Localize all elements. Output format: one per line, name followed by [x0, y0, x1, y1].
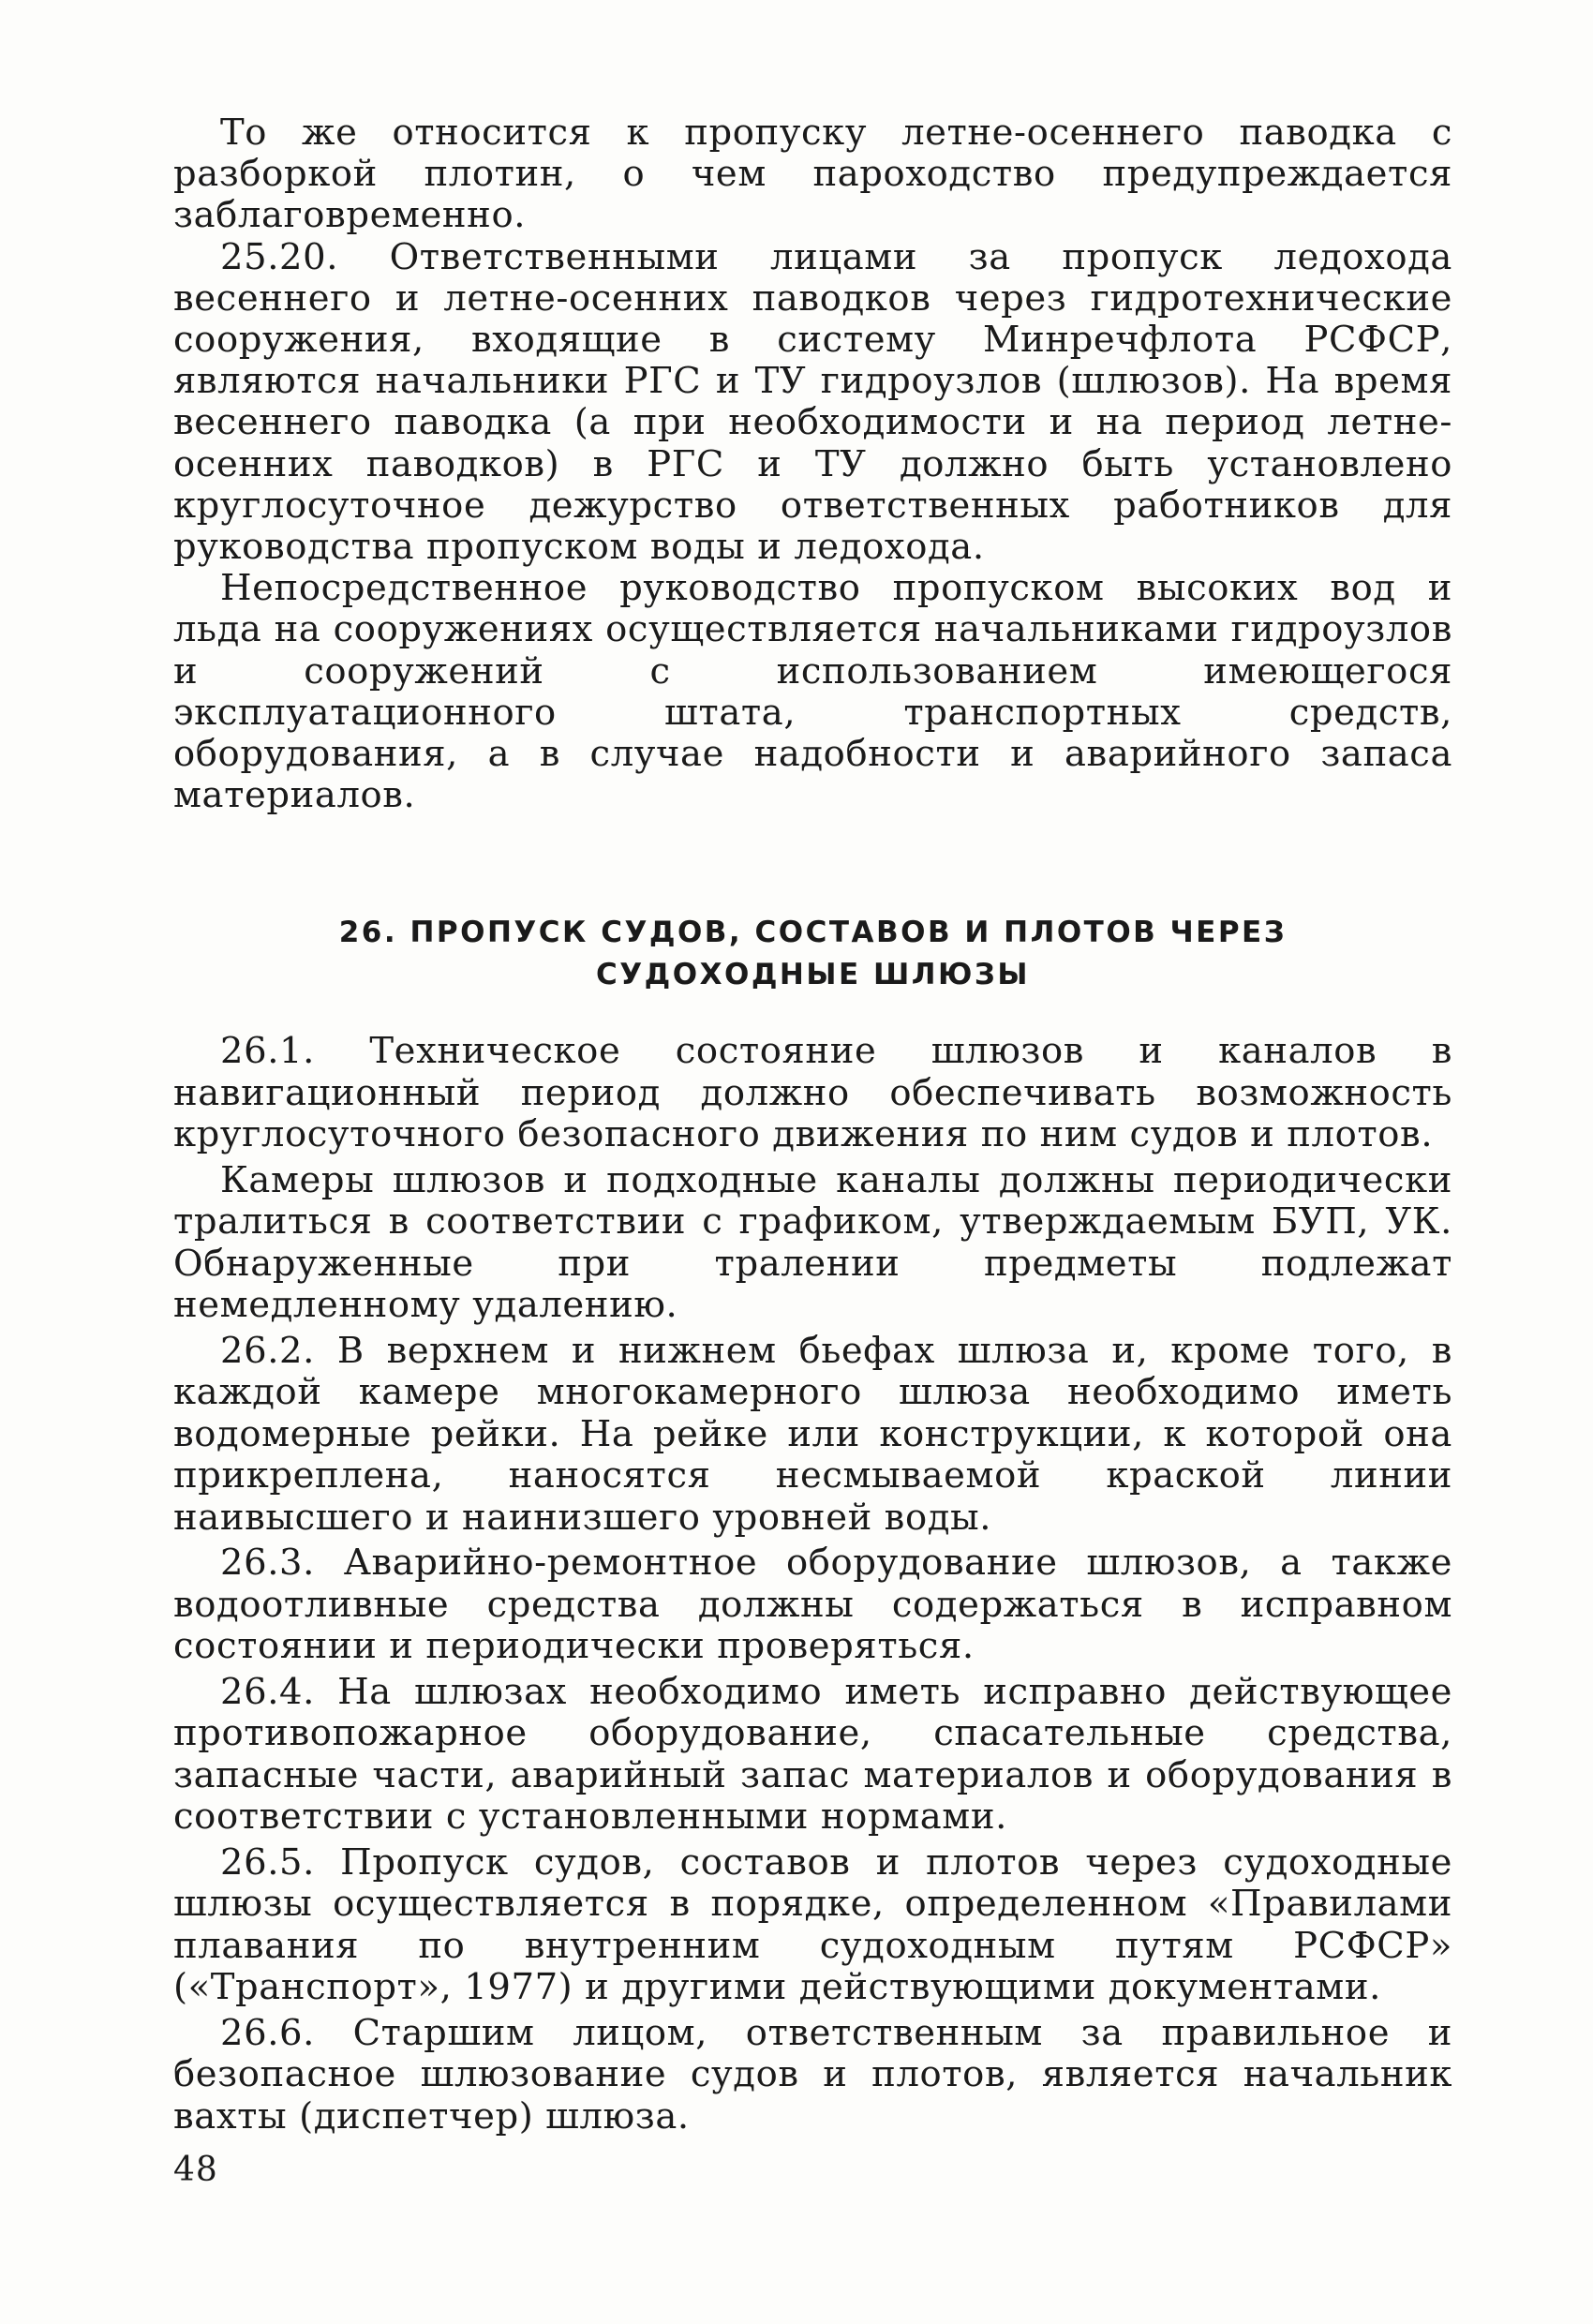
- page-number: 48: [173, 2151, 218, 2189]
- heading-line-1: 26. ПРОПУСК СУДОВ, СОСТАВОВ И ПЛОТОВ ЧЕРЕЗ: [338, 916, 1288, 949]
- paragraph-26-5: 26.5. Пропуск судов, составов и плотов через судоходные шлюзы осуществляется в порядке, определенном «Правилами плавания по внутренним судоходным путям РСФСР» («Транспорт», 1977) и другими действующими документами.: [173, 1840, 1452, 2008]
- paragraph-26-1: 26.1. Техническое состояние шлюзов и каналов в навигационный период должно обеспечивать возможность круглосуточного безопасного движения по ним судов и плотов.: [173, 1030, 1452, 1155]
- paragraph-25-20: 25.20. Ответственными лицами за пропуск ледохода весеннего и летне-осенних паводков через гидротехнические сооружения, входящие в систему Минречфлота РСФСР, являются начальники РГС и ТУ гидроузлов (шлюзов). На время весеннего паводка (а при необходимости и на период летне-осенних паводков) в РГС и ТУ должно быть установлено круглосуточное дежурство ответственных работников для руководства пропуском воды и ледохода.: [173, 235, 1452, 569]
- paragraph: Камеры шлюзов и подходные каналы должны периодически тралиться в соответствии с графиком, утверждаемым БУП, УК. Обнаруженные при тралении предметы подлежат немедленному удалению.: [173, 1158, 1452, 1326]
- section-25-continuation: [173, 112, 1452, 816]
- paragraph: Непосредственное руководство пропуском высоких вод и льда на сооружениях осуществляется начальниками гидроузлов и сооружений с использованием имеющегося эксплуатационного штата, транспортных средств, оборудования, а в случае надобности и аварийного запаса материалов.: [173, 567, 1452, 817]
- section-26-heading: [173, 912, 1452, 996]
- paragraph: То же относится к пропуску летне-осеннего паводка с разборкой плотин, о чем пароходство предупреждается заблаговременно.: [173, 112, 1452, 237]
- heading-line-2: СУДОХОДНЫЕ ШЛЮЗЫ: [595, 958, 1031, 991]
- paragraph-26-2: 26.2. В верхнем и нижнем бьефах шлюза и, кроме того, в каждой камере многокамерного шлюза необходимо иметь водомерные рейки. На рейке или конструкции, к которой она прикреплена, наносятся несмываемой краской линии наивысшего и наинизшего уровней воды.: [173, 1329, 1452, 1539]
- paragraph-26-6: 26.6. Старшим лицом, ответственным за правильное и безопасное шлюзование судов и плотов, является начальник вахты (диспетчер) шлюза.: [173, 2011, 1452, 2138]
- section-26-body: [173, 1031, 1452, 2141]
- paragraph-26-3: 26.3. Аварийно-ремонтное оборудование шлюзов, а также водоотливные средства должны содержаться в исправном состоянии и периодически проверяться.: [173, 1542, 1452, 1667]
- paragraph-26-4: 26.4. На шлюзах необходимо иметь исправно действующее противопожарное оборудование, спасательные средства, запасные части, аварийный запас материалов и оборудования в соответствии с установленными нормами.: [173, 1670, 1452, 1838]
